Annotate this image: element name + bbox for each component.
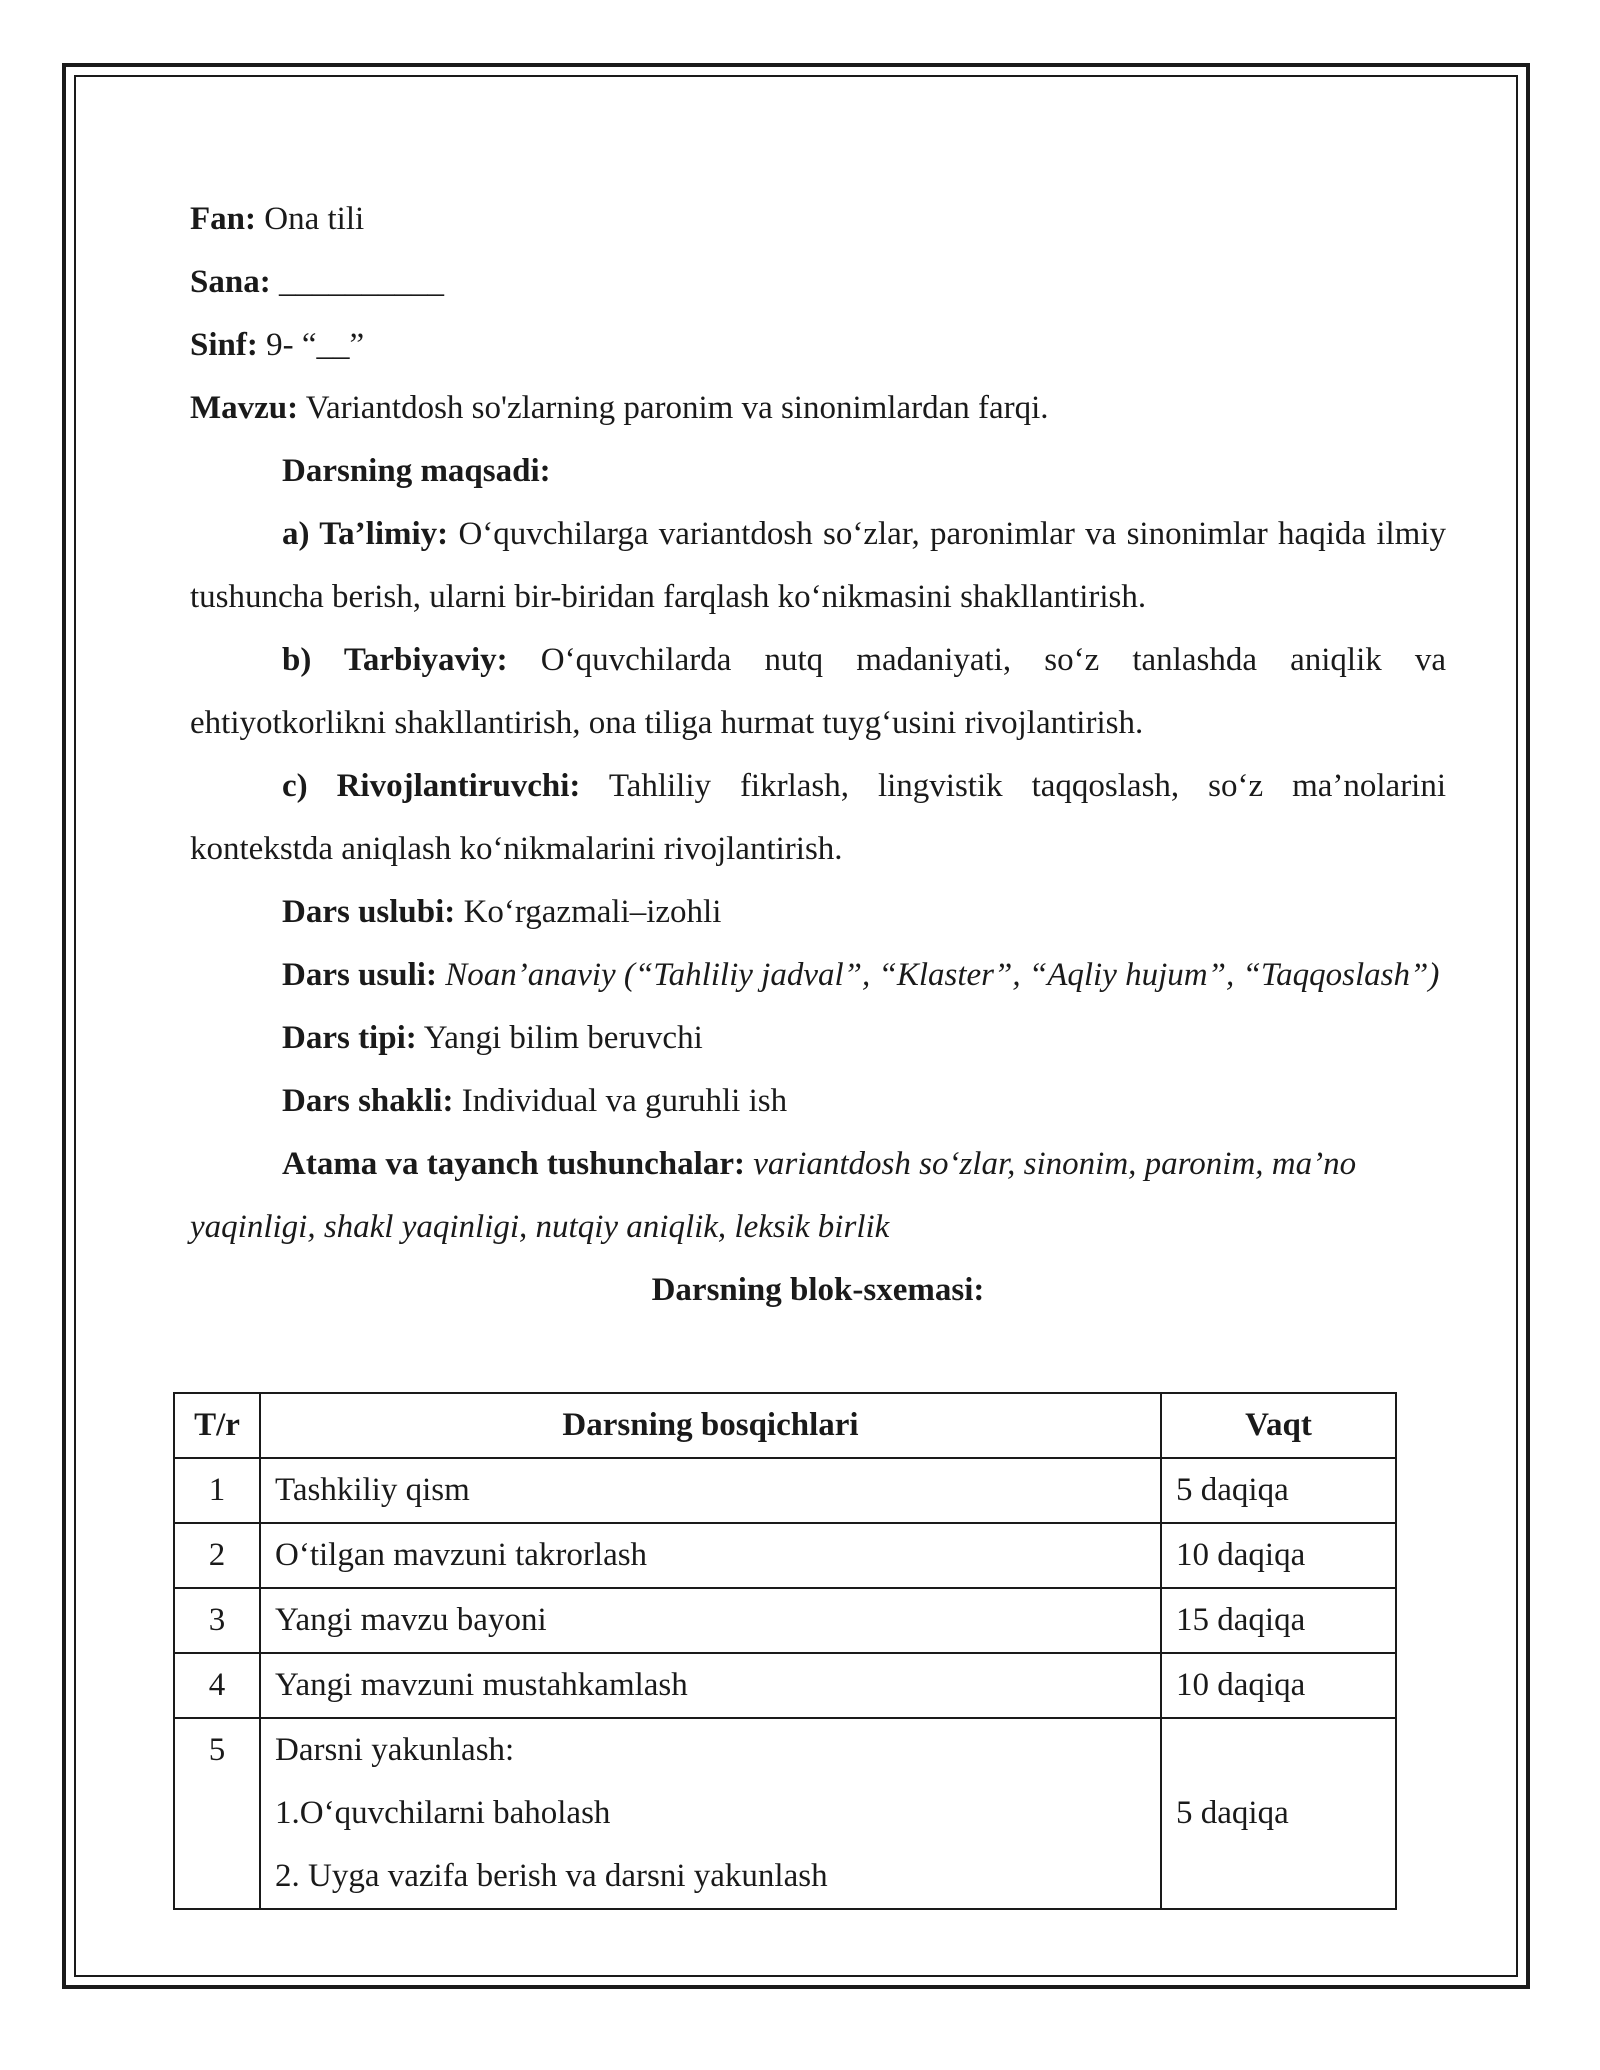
dars-tipi-value: Yangi bilim beruvchi xyxy=(423,1020,703,1056)
row-stage: O‘tilgan mavzuni takrorlash xyxy=(260,1523,1161,1588)
row-time: 5 daqiqa xyxy=(1161,1718,1396,1909)
sinf-value: 9- “__” xyxy=(266,327,365,363)
goal-rivoj-label: c) Rivojlantiruvchi: xyxy=(282,768,581,804)
row-stage-line: 2. Uyga vazifa berish va darsni yakunlash xyxy=(275,1858,828,1894)
row-stage: Yangi mavzuni mustahkamlash xyxy=(260,1653,1161,1718)
fan-label: Fan: xyxy=(190,201,256,237)
header-stages: Darsning bosqichlari xyxy=(260,1393,1161,1458)
dars-shakli xyxy=(190,1070,1446,1133)
table-title: Darsning blok-sxemasi: xyxy=(651,1272,985,1308)
sana-label: Sana: xyxy=(190,264,271,300)
header-tr: T/r xyxy=(174,1393,260,1458)
goal-tarbiyaviy xyxy=(190,629,1446,755)
row-number: 5 xyxy=(174,1718,260,1909)
row-number: 2 xyxy=(174,1523,260,1588)
row-stage xyxy=(260,1718,1161,1909)
dars-usuli-value: Noan’anaviy (“Tahliliy jadval”, “Klaster”, “Aqliy hujum”, “Taqqoslash”) xyxy=(445,957,1440,993)
goal-rivoj-text: Tahliliy fikrlash, lingvistik taqqoslash, so‘z ma’nolarini kontekstda aniqlash ko‘nikmalarini rivojlantirish. xyxy=(190,768,1447,867)
mavzu-label: Mavzu: xyxy=(190,390,299,426)
mavzu-value: Variantdosh so'zlarning paronim va sinonimlardan farqi. xyxy=(305,390,1049,426)
row-stage: Tashkiliy qism xyxy=(260,1458,1161,1523)
atama-line xyxy=(190,1133,1446,1259)
fan-value: Ona tili xyxy=(264,201,365,237)
table-row xyxy=(174,1588,1396,1653)
atama-label: Atama va tayanch tushunchalar: xyxy=(282,1146,745,1182)
dars-uslubi-label: Dars uslubi: xyxy=(282,894,456,930)
fan-line xyxy=(190,188,1446,251)
lesson-plan-table xyxy=(173,1392,1397,1910)
atama-value: variantdosh so‘zlar, sinonim, paronim, ma’no yaqinligi, shakl yaqinligi, nutqiy aniqlik, leksik birlik xyxy=(190,1146,1357,1245)
table-row xyxy=(174,1718,1396,1909)
dars-uslubi-value: Ko‘rgazmali–izohli xyxy=(463,894,722,930)
document-body xyxy=(190,188,1446,1322)
goal-talimiy-label: a) Ta’limiy: xyxy=(282,516,449,552)
row-number: 4 xyxy=(174,1653,260,1718)
row-stage: Yangi mavzu bayoni xyxy=(260,1588,1161,1653)
table-row xyxy=(174,1653,1396,1718)
dars-shakli-value: Individual va guruhli ish xyxy=(461,1083,788,1119)
row-time: 10 daqiqa xyxy=(1161,1653,1396,1718)
row-stage-line: 1.O‘quvchilarni baholash xyxy=(275,1795,611,1831)
goal-tarbiyaviy-text: O‘quvchilarda nutq madaniyati, so‘z tanlashda aniqlik va ehtiyotkorlikni shakllantirish, ona tiliga hurmat tuyg‘usini rivojlantirish. xyxy=(190,642,1446,741)
row-time: 10 daqiqa xyxy=(1161,1523,1396,1588)
dars-tipi-label: Dars tipi: xyxy=(282,1020,417,1056)
dars-shakli-label: Dars shakli: xyxy=(282,1083,454,1119)
goal-tarbiyaviy-label: b) Tarbiyaviy: xyxy=(282,642,508,678)
sana-value: __________ xyxy=(278,264,444,300)
sinf-label: Sinf: xyxy=(190,327,258,363)
row-number: 1 xyxy=(174,1458,260,1523)
row-time: 15 daqiqa xyxy=(1161,1588,1396,1653)
dars-usuli xyxy=(190,944,1446,1007)
goals-heading: Darsning maqsadi: xyxy=(282,453,551,489)
sana-line xyxy=(190,251,1446,314)
goal-talimiy-text: O‘quvchilarga variantdosh so‘zlar, paronimlar va sinonimlar haqida ilmiy tushuncha berish, ularni bir-biridan farqlash ko‘nikmasini shakllantirish. xyxy=(190,516,1446,615)
dars-tipi xyxy=(190,1007,1446,1070)
dars-usuli-label: Dars usuli: xyxy=(282,957,437,993)
sinf-line xyxy=(190,314,1446,377)
goal-rivoj xyxy=(190,755,1446,881)
table-row xyxy=(174,1523,1396,1588)
table-header-row xyxy=(174,1393,1396,1458)
row-time: 5 daqiqa xyxy=(1161,1458,1396,1523)
header-vaqt: Vaqt xyxy=(1161,1393,1396,1458)
table-row xyxy=(174,1458,1396,1523)
row-number: 3 xyxy=(174,1588,260,1653)
goal-talimiy xyxy=(190,503,1446,629)
mavzu-line xyxy=(190,377,1446,440)
row-stage-line: Darsni yakunlash: xyxy=(275,1732,515,1768)
dars-uslubi xyxy=(190,881,1446,944)
